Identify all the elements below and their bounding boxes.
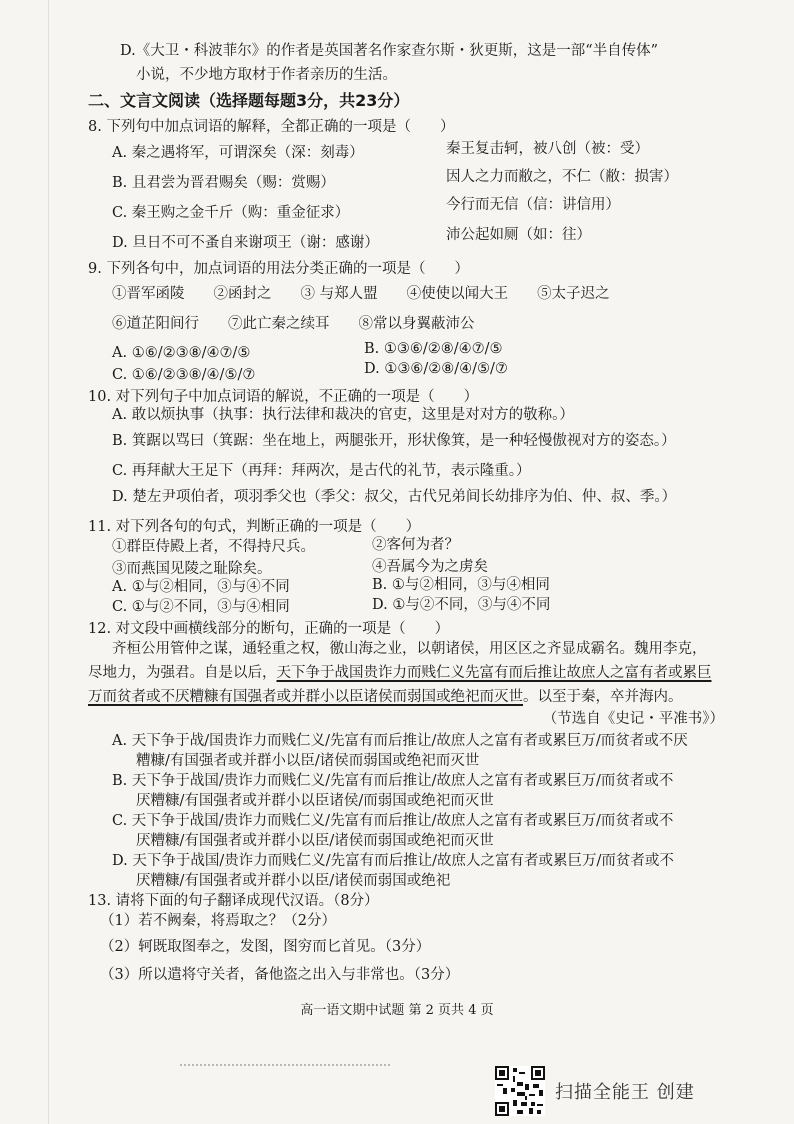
passage-text: 。以至于秦，卒并海内。 <box>523 689 683 705</box>
question-8-option-d-right: 沛公起如厕（如：往） <box>446 227 591 243</box>
passage-source: （节选自《史记・平准书》） <box>542 711 724 727</box>
question-12-option-a: A. 天下争于战/国贵诈力而贱仁义/先富有而后推让/故庶人之富有者或累巨万/而贫者或不厌 <box>112 733 688 749</box>
question-11-item: ②客何为者？ <box>372 537 459 553</box>
question-12-option-d-cont: 厌糟糠/有国强者或并群小以臣/诸侯而弱国或绝祀 <box>136 873 451 889</box>
question-13-item-1: （1）若不阙秦，将焉取之？（2分） <box>100 913 336 929</box>
question-8-option-b-right: 因人之力而敝之，不仁（敝：损害） <box>446 169 678 185</box>
question-11-item: ④吾属今为之虏矣 <box>372 559 488 575</box>
question-9-option-d: D. ①③⑥/②⑧/④/⑤/⑦ <box>364 361 508 377</box>
question-10-option-c: C. 再拜献大王足下（再拜：拜两次，是古代的礼节，表示隆重。） <box>112 463 531 479</box>
question-8-stem: 8. 下列句中加点词语的解释，全都正确的一项是（ ） <box>88 119 455 135</box>
text-line: D.《大卫・科波菲尔》的作者是英国著名作家查尔斯・狄更斯，这是一部“半自传体” <box>120 43 659 59</box>
question-12-stem: 12. 对文段中画横线部分的断句，正确的一项是（ ） <box>88 621 450 637</box>
page-footer: 高一语文期中试题 第 2 页共 4 页 <box>300 1003 494 1018</box>
page-edge <box>48 0 49 1124</box>
question-8-option-c: C. 秦王购之金千斤（购：重金征求） <box>112 205 350 221</box>
question-11-item: ①群臣侍殿上者，不得持尺兵。 <box>112 539 315 555</box>
question-10-stem: 10. 对下列句子中加点词语的解说，不正确的一项是（ ） <box>88 389 479 405</box>
qr-code-icon <box>495 1066 545 1116</box>
passage-line: 齐桓公用管仲之谋，通轻重之权，徼山海之业，以朝诸侯，用区区之齐显成霸名。魏用李克， <box>112 641 707 657</box>
question-8-option-a: A. 秦之遇将军，可谓深矣（深：刻毒） <box>112 145 364 161</box>
question-11-item: ③而燕国见陵之耻除矣。 <box>112 561 272 577</box>
scanner-watermark: 扫描全能王 创建 <box>555 1082 695 1103</box>
question-8-option-d: D. 旦日不可不蚤自来谢项王（谢：感谢） <box>112 235 379 251</box>
text-line: 小说，不少地方取材于作者亲历的生活。 <box>136 67 397 83</box>
question-9-items: ①晋军函陵 ②函封之 ③ 与郑人盟 ④使使以闻大王 ⑤太子迟之 <box>112 286 610 302</box>
question-12-option-c: C. 天下争于战国/贵诈力而贱仁义/先富有而后推让/故庶人之富有者或累巨万/而贫者或不 <box>112 813 674 829</box>
question-13-stem: 13. 请将下面的句子翻译成现代汉语。（8分） <box>88 893 379 909</box>
question-8-option-c-right: 今行而无信（信：讲信用） <box>446 197 620 213</box>
underlined-passage: 天下争于战国贵诈力而贱仁义先富有而后推让故庶人之富有者或累巨 <box>276 665 712 681</box>
question-12-option-b: B. 天下争于战国/贵诈力而贱仁义/先富有而后推让/故庶人之富有者或累巨万/而贫者或不 <box>112 773 674 789</box>
question-12-option-a-cont: 糟糠/有国强者或并群小以臣/诸侯而弱国或绝祀而灭世 <box>136 753 480 769</box>
section-heading: 二、文言文阅读（选择题每题3分，共23分） <box>88 91 410 110</box>
question-11-stem: 11. 对下列各句的句式，判断正确的一项是（ ） <box>88 519 421 535</box>
question-11-option-a: A. ①与②相同，③与④不同 <box>112 579 290 595</box>
question-9-stem: 9. 下列各句中，加点词语的用法分类正确的一项是（ ） <box>88 261 469 277</box>
question-10-option-d: D. 楚左尹项伯者，项羽季父也（季父：叔父，古代兄弟间长幼排序为伯、仲、叔、季。） <box>112 489 677 505</box>
question-11-option-b: B. ①与②相同，③与④相同 <box>372 577 550 593</box>
scan-artifact-line <box>180 1064 390 1066</box>
question-12-option-c-cont: 厌糟糠/有国强者或并群小以臣/诸侯而弱国或绝祀而灭世 <box>136 833 494 849</box>
question-12-option-b-cont: 厌糟糠/有国强者或并群小以臣诸侯/而弱国或绝祀而灭世 <box>136 793 494 809</box>
passage-line <box>88 664 712 682</box>
question-9-items: ⑥道芷阳间行 ⑦此亡秦之续耳 ⑧常以身翼蔽沛公 <box>112 316 475 332</box>
question-13-item-3: （3）所以遣将守关者，备他盗之出入与非常也。（3分） <box>100 967 460 983</box>
question-9-option-c: C. ①⑥/②③⑧/④/⑤/⑦ <box>112 367 256 383</box>
question-8-option-b: B. 且君尝为晋君赐矣（赐：赏赐） <box>112 175 335 191</box>
question-9-option-b: B. ①③⑥/②⑧/④⑦/⑤ <box>364 341 503 357</box>
question-10-option-b: B. 箕踞以骂曰（箕踞：坐在地上，两腿张开，形状像箕，是一种轻慢傲视对方的姿态。） <box>112 433 676 449</box>
question-12-option-d: D. 天下争于战国/贵诈力而贱仁义/先富有而后推让/故庶人之富有者或累巨万/而贫者或不 <box>112 853 674 869</box>
passage-line <box>88 688 683 706</box>
question-11-option-d: D. ①与②不同，③与④不同 <box>372 597 551 613</box>
underlined-passage: 万而贫者或不厌糟糠有国强者或并群小以臣诸侯而弱国或绝祀而灭世 <box>88 689 523 705</box>
question-13-item-2: （2）轲既取图奉之，发图，图穷而匕首见。（3分） <box>100 939 431 955</box>
passage-text: 尽地力，为强君。自是以后， <box>88 665 277 681</box>
question-11-option-c: C. ①与②不同，③与④相同 <box>112 599 290 615</box>
question-9-option-a: A. ①⑥/②③⑧/④⑦/⑤ <box>112 345 251 361</box>
question-10-option-a: A. 敢以烦执事（执事：执行法律和裁决的官吏，这里是对对方的敬称。） <box>112 407 574 423</box>
question-8-option-a-right: 秦王复击轲，被八创（被：受） <box>446 141 649 157</box>
